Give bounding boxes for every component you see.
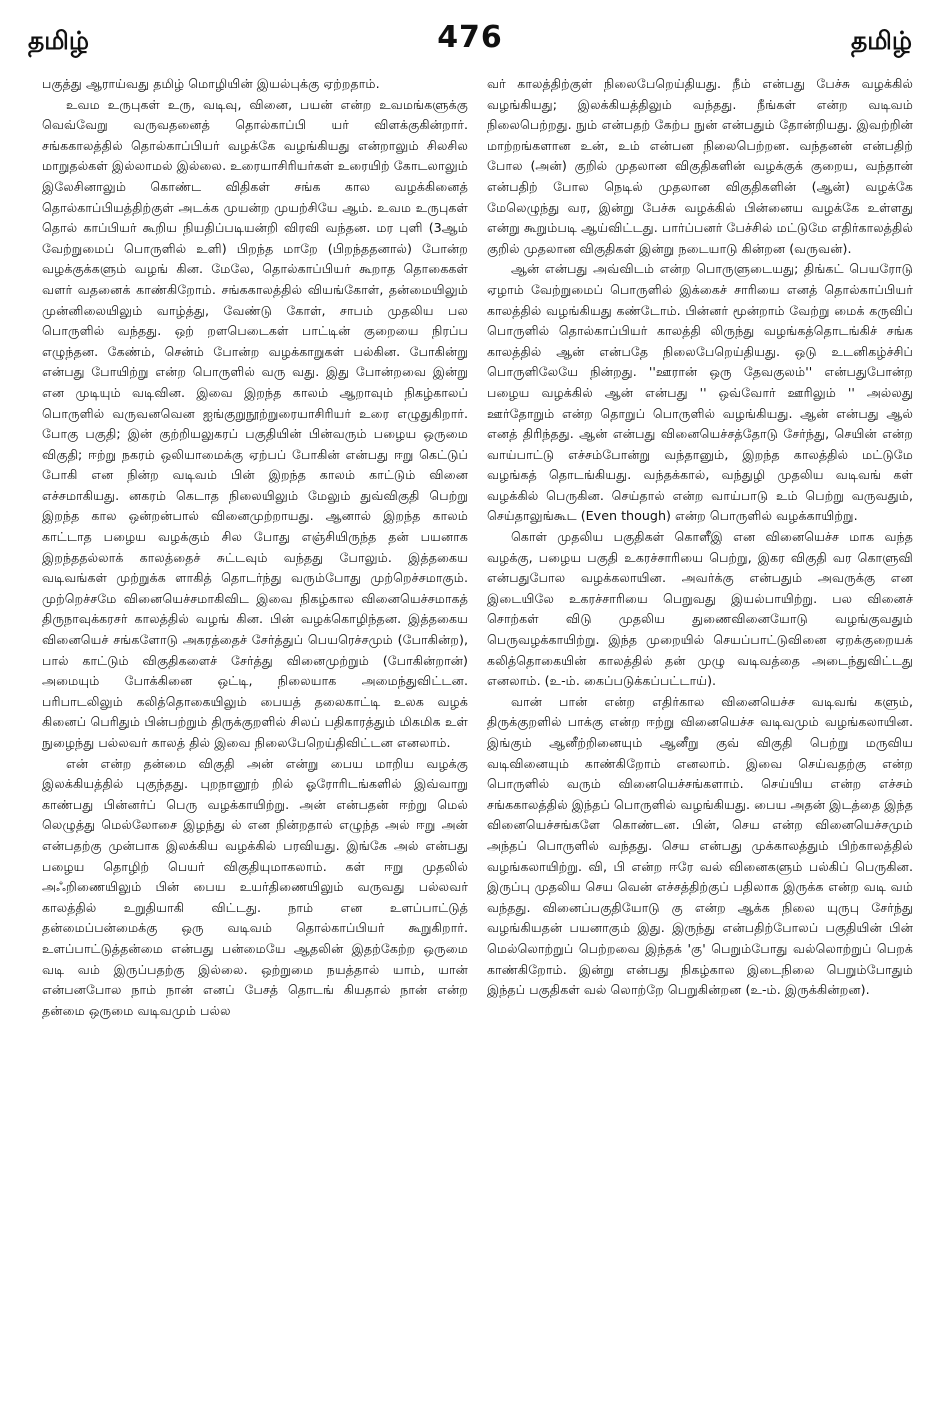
left-column xyxy=(42,74,468,1404)
paragraph: என் என்ற தன்மை விகுதி அன் என்று பைய மாறிய வழக்கு இலக்கியத்தில் புகுந்தது. புறநானூற் றில் ஓரோரிடங்களில் இவ்வாறு காண்பது பின்னர்ப் பெரு வழக்காயிற்று. அன் என்பதன் ஈற்று மெல் லெழுத்து மெல்லோசை இழந்து ல் என நின்றதால் எழுந்த அல் ஈறு அன் என்பதற்கு முன்பாக இலக்கிய வழக்கில் பரவியது. இங்கே அல் என்பது பழைய தொழிற் பெயர் விகுதியுமாகலாம். கள் ஈறு முதலில் அஃறிணையிலும் பின் பைய உயர்திணையிலும் வருவது பல்லவர் காலத்தில் உறுதியாகி விட்டது. நாம் என உளப்பாட்டுத் தன்மைப்பன்மைக்கு ஒரு வடிவம் தொல்காப்பியர் கூறுகிறார். உளப்பாட்டுத்தன்மை என்பது பன்மையே ஆதலின் இதற்கேற்ற ஒருமை வடி வம் இருப்பதற்கு இல்லை. ஒற்றுமை நயத்தால் யாம், யான் என்பனபோல நாம் நான் எனப் பேசத் தொடங் கியதால் நான் என்ற தன்மை ஒருமை வடிவமும் பல்ல xyxy=(42,755,468,1018)
paragraph: உவம உருபுகள் உரு, வடிவு, வினை, பயன் என்ற உவமங்களுக்கு வெவ்வேறு வருவதனைத் தொல்காப்பி யர் விளக்குகின்றார். சங்ககாலத்தில் தொல்காப்பியர் வழக்கே வழங்கியது என்றாலும் சிலசில மாறுதல்கள் இல்லாமல் இல்லை. உரையாசிரியர்கள் உரையிற் கோடலாலும் இலேசினாலும் கொண்ட விதிகள் சங்க கால வழக்கினைத் தொல்காப்பியத்திற்குள் அடக்க முயன்ற முயற்சியே ஆம். உவம உருபுகள் தொல் காப்பியர் கூறிய நியதிப்படியன்றி விரவி வந்தன. மர புளி (3ஆம் வேற்றுமைப் பொருளில் உளி) பிறந்த மாறே (பிறந்ததனால்) போன்ற வழக்குக்களும் வழங் கின. மேலே, தொல்காப்பியர் கூறாத தொகைகள் வளர் வதனைக் காண்கிறோம். சங்ககாலத்தில் வியங்கோள், தன்மையிலும் முன்னிலையிலும் வாழ்த்து, வேண்டு கோள், சாபம் முதலிய பல பொருளில் வந்தது. ஒற் றளபெடைகள் பாட்டின் குறையை நிரப்ப எழுந்தன. கேண்ம், சென்ம் போன்ற வழக்காறுகள் பல்கின. போகின்று என்பது போயிற்று என்ற பொருளில் வரு வது. இது போன்றவை இன்று என முடியும் வடிவின. இவை இறந்த காலம் ஆறாவும் நிகழ்காலப் பொருளில் வருவனவென ஐங்குறுநூற்றுரையாசிரியர் உரை எழுதுகிறார். போகு பகுதி; இன் குற்றியலுகரப் பகுதியின் பின்வரும் பழைய ஒருமை விகுதி; ஈற்று நகரம் ஒலியாமைக்கு ஏற்பப் போகின் என்பது ஈறு கெட்டுப் போகி என நின்ற வடிவம் பின் இறந்த காலம் காட்டும் வினை எச்சமாகியது. னகரம் கெடாத நிலையிலும் மேலும் துவ்விகுதி பெற்று இறந்த கால ஒன்றன்பால் வினைமுற்றாயது. ஆனால் இறந்த காலம் காட்டாத பழைய வழக்கும் சில போது எஞ்சியிருந்த தன் பயனாக இறந்ததல்லாக் காலத்தைச் சுட்டவும் வந்தது போலும். இத்தகைய வடிவங்கள் முற்றுக்க ளாகித் தொடர்ந்து வரும்போது முற்றெச்சமாகும். முற்றெச்சமே வினையெச்சமாகிவிட இவை நிகழ்கால வினையெச்சமாகத் திருநாவுக்கரசர் காலத்தில் வழங் கின. பின் வழக்கொழிந்தன. இத்தகைய வினையெச் சங்களோடு அகரத்தைச் சேர்த்துப் பெயரெச்சமும் (போகின்ற), பால் காட்டும் விகுதிகளைச் சேர்த்து வினைமுற்றும் (போகின்றான்) அமையும் போக்கினை ஒட்டி, நிலையாக அமைந்துவிட்டன. பரிபாடலிலும் கலித்தொகையிலும் பையத் தலைகாட்டி உலக வழக் கினைப் பெரிதும் பின்பற்றும் திருக்குறளில் சிலப் பதிகாரத்தும் மிகமிக உள் நுழைந்து பல்லவர் காலத் தில் இவை நிலைபேறெய்திவிட்டன எனலாம். xyxy=(42,96,468,750)
running-title-left: தமிழ் xyxy=(28,26,90,55)
page-header xyxy=(28,18,912,66)
right-column xyxy=(487,74,913,1404)
page-number: 476 xyxy=(437,20,503,55)
paragraph: கொள் முதலிய பகுதிகள் கொளீஇ என வினையெச்ச மாக வந்த வழக்கு, பழைய பகுதி உகரச்சாரியை பெற்று, இகர விகுதி வர கொளுவி என்பதுபோல வழக்கலாயின. அவர்க்கு என்பதும் அவருக்கு என இடையிலே உகரச்சாரியை பெறுவது இயல்பாயிற்று. பல வினைச் சொற்கள் விடு முதலிய துணைவினையோடு வழங்குவதும் பெருவழக்காயிற்று. இந்த முறையில் செயப்பாட்டுவினை ஏறக்குறையக் கலித்தொகையின் காலத்தில் தன் முழு வடிவத்தை அடைந்துவிட்டது எனலாம். (உ-ம். கைப்படுக்கப்பட்டாய்). xyxy=(487,529,913,689)
paragraph: ஆன் என்பது அவ்விடம் என்ற பொருளுடையது; திங்கட் பெயரோடு ஏழாம் வேற்றுமைப் பொருளில் இக்கைச் சாரியை எனத் தொல்காப்பியர் காலத்தில் வழங்கியது கண்டோம். பின்னர் மூன்றாம் வேற்று மைக் கருவிப் பொருளில் தொல்காப்பியர் காலத்தி லிருந்து வழங்கத்தொடங்கிச் சங்க காலத்தில் ஆன் என்பதே நிலைபேறெய்தியது. ஒடு உடனிகழ்ச்சிப் பொருளிலேயே நின்றது. ''ஊரான் ஒரு தேவகுலம்'' என்பதுபோன்ற பழைய வழக்கில் ஆன் என்பது '' ஒவ்வோர் ஊரிலும் '' அல்லது ஊர்தோறும் என்ற தொறுப் பொருளில் வழங்கியது. ஆன் என்பது ஆல் எனத் திரிந்தது. ஆன் என்பது வினையெச்சத்தோடு சேர்ந்து, செயின் என்ற வாய்பாட்டு எச்சம்போன்று வந்தானும், இறந்த காலத்தில் மட்டுமே வழங்கத் தொடங்கியது. வந்தக்கால், வந்துழி முதலிய வடிவங் கள் வழக்கில் பெருகின. செய்தால் என்ற வாய்பாடு உம் பெற்று வருவதும், செய்தாலுங்கூட (Even though) என்ற பொருளில் வழக்காயிற்று. xyxy=(487,261,913,524)
paragraph: பகுத்து ஆராய்வது தமிழ் மொழியின் இயல்புக்கு ஏற்றதாம். xyxy=(42,76,380,91)
running-title-right: தமிழ் xyxy=(850,26,912,55)
paragraph: வர் காலத்திற்குள் நிலைபேறெய்தியது. நீம் என்பது பேச்சு வழக்கில் வழங்கியது; இலக்கியத்திலும் வந்தது. நீங்கள் என்ற வடிவம் நிலைபெற்றது. நும் என்பதற் கேற்ப நுன் என்பதும் தோன்றியது. இவற்றின் மாற்றங்களான உன், உம் என்பன நிலைபெற்றன. வந்தனன் என்பதிற் போல (அன்) குறில் முதலான விகுதிகளின் வழக்குக் குறைய, வந்தான் என்பதிற் போல நெடில் முதலான விகுதிகளின் (ஆன்) வழக்கே மேலெழுந்து வர, இன்று பேச்சு வழக்கில் பின்னைய வழக்கே உள்ளது என்று கூறும்படி ஆய்விட்டது. பார்ப்பனர் பேச்சில் மட்டுமே எதிர்காலத்தில் குறில் முதலான விகுதிகள் இன்று நடையாடு கின்றன (வருவன்). xyxy=(487,76,913,256)
paragraph: வான் பான் என்ற எதிர்கால வினையெச்ச வடிவங் களும், திருக்குறளில் பாக்கு என்ற ஈற்று வினையெச்ச வடிவமும் வழங்கலாயின. இங்கும் ஆனீற்றினையும் ஆனீறு குவ் விகுதி பெற்று மருவிய வடிவினையும் காண்கிறோம் எனலாம். இவை செய்வதற்கு என்ற பொருளில் வரும் வினையெச்சங்களாம். செய்யிய என்ற எச்சம் சங்ககாலத்தில் இந்தப் பொருளில் வழங்கியது. பைய அதன் இடத்தை இந்த வினையெச்சங்களே கொண்டன. பின், செய என்ற வினையெச்சமும் அந்தப் பொருளில் வந்தது. செய என்பது முக்காலத்தும் பிற்காலத்தில் வழங்கலாயிற்று. வி, பி என்ற ஈரே வல் வினைகளும் பல்கிப் பெருகின. இருப்பு முதலிய செய வென் எச்சத்திற்குப் பதிலாக இருக்க என்ற வடி வம் வந்தது. வினைப்பகுதியோடு கு என்ற ஆக்க நிலை யுருபு சேர்ந்து வழங்கியதன் பயனாகும் இது. இருந்து என்பதிற்போலப் பகுதியின் பின் மெல்லொற்றுப் பெற்றவை இந்தக் 'கு' பெறும்போது வல்லொற்றுப் பெறக் காண்கிறோம். இன்று என்பது நிகழ்கால இடைநிலை பெறும்போதும் இந்தப் பகுதிகள் வல் லொற்றே பெறுகின்றன (உ-ம். இருக்கின்றன). xyxy=(487,693,913,998)
